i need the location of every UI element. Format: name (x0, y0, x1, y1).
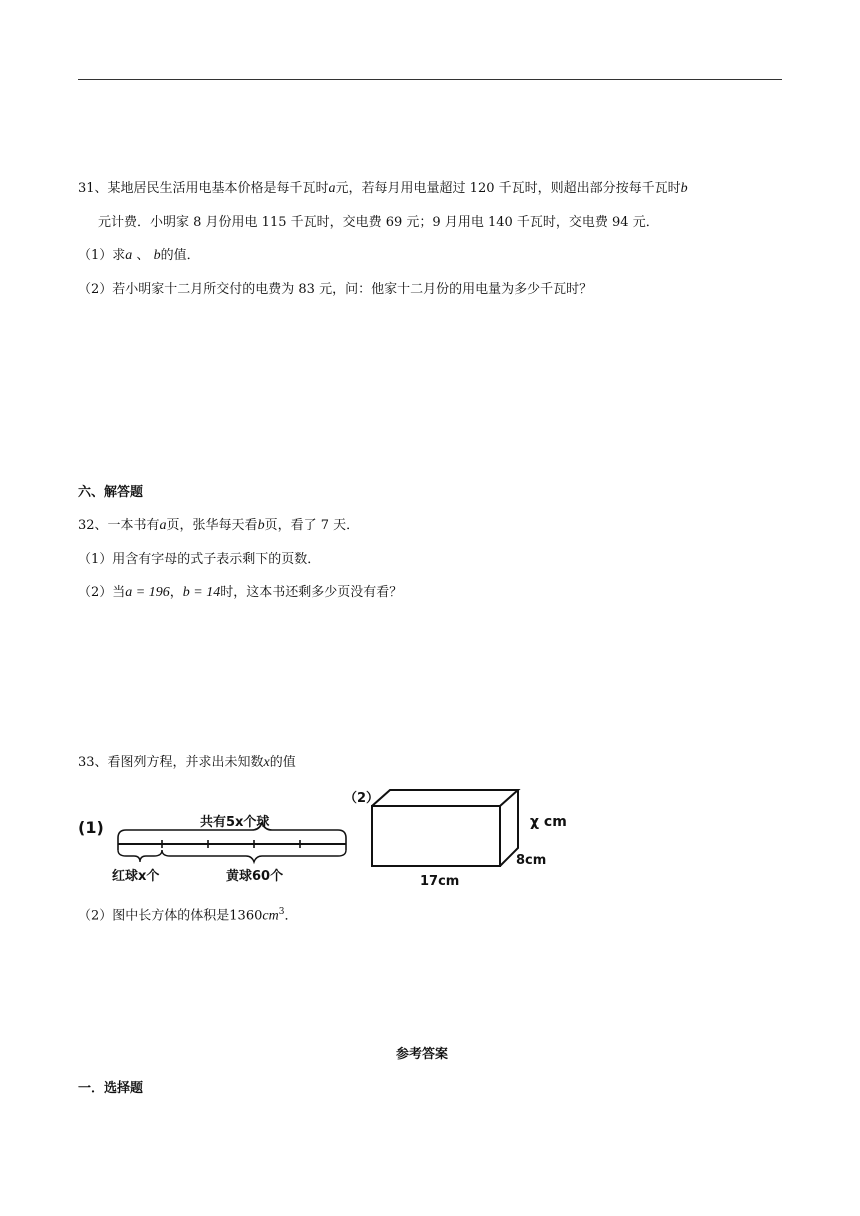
q31-part2: （2）若小明家十二月所交付的电费为 83 元，问：他家十二月份的用电量为多少千瓦时？ (78, 282, 593, 297)
depth-label: 8cm (516, 853, 547, 868)
var-x: x (263, 755, 270, 770)
q31-text: 元，若每月用电量超过 120 千瓦时，则超出部分按每千瓦时 (335, 181, 681, 196)
volume-exponent: 3 (278, 907, 285, 917)
var-a: a (159, 518, 167, 533)
var-b: b (153, 248, 161, 263)
figure2-label: （2） (344, 791, 380, 806)
answers-title: 参考答案 (396, 1047, 449, 1062)
q32-part1: （1）用含有字母的式子表示剩下的页数． (78, 552, 321, 567)
q31-text: 31、某地居民生活用电基本价格是每千瓦时 (78, 181, 329, 196)
figure1-label: (1) (78, 818, 104, 837)
red-brace (118, 850, 162, 862)
q32-part2 (78, 584, 402, 602)
cuboid-top (372, 790, 518, 806)
part-label: （1）求 (78, 248, 126, 263)
separator: 、 (136, 248, 150, 263)
volume-value: 1360 (229, 908, 263, 924)
part-label: （2）当 (78, 585, 126, 600)
red-balls-label: 红球x个 (112, 869, 160, 884)
volume-unit: cm (262, 908, 279, 924)
width-label: 17cm (420, 874, 460, 889)
q32-text: 页，张华每天看 (166, 518, 258, 533)
q32-text: 时，这本书还剩多少页没有看？ (220, 585, 403, 600)
yellow-balls-label: 黄球60个 (226, 869, 284, 884)
q33-text: ． (284, 908, 298, 924)
var-b: b (680, 181, 688, 196)
q31-part1 (78, 247, 200, 265)
q31-line1 (78, 180, 688, 198)
q33-part2 (78, 903, 297, 925)
var-b: b (257, 518, 265, 533)
answers-section-title: 一．选择题 (78, 1081, 144, 1096)
q31-line2: 元计费．小明家 8 月份用电 115 千瓦时，交电费 69 元；9 月用电 140 千瓦时，交电费 94 元． (98, 215, 659, 230)
total-balls-label: 共有5x个球 (200, 815, 270, 830)
yellow-brace (162, 850, 346, 862)
ball-diagram (76, 800, 356, 890)
equation-a: a = 196 (125, 585, 170, 600)
header-rule (78, 79, 782, 80)
part-label: （2）图中长方体的体积是 (78, 908, 230, 924)
q33-line1 (78, 754, 296, 772)
q32-text: 页，看了 7 天． (264, 518, 360, 533)
cuboid-figure (340, 784, 580, 894)
separator: ， (169, 585, 183, 600)
equation-b: b = 14 (182, 585, 221, 600)
q32-text: 32、一本书有 (78, 518, 160, 533)
cuboid-front (372, 806, 500, 866)
height-label: χ cm (530, 814, 567, 830)
q32-line1 (78, 517, 359, 535)
q33-text: 33、看图列方程，并求出未知数 (78, 755, 264, 770)
var-a: a (328, 181, 336, 196)
var-a: a (125, 248, 133, 263)
section-title: 六、解答题 (78, 485, 144, 500)
q33-text: 的值 (269, 755, 296, 770)
q31-text: 的值． (160, 248, 200, 263)
